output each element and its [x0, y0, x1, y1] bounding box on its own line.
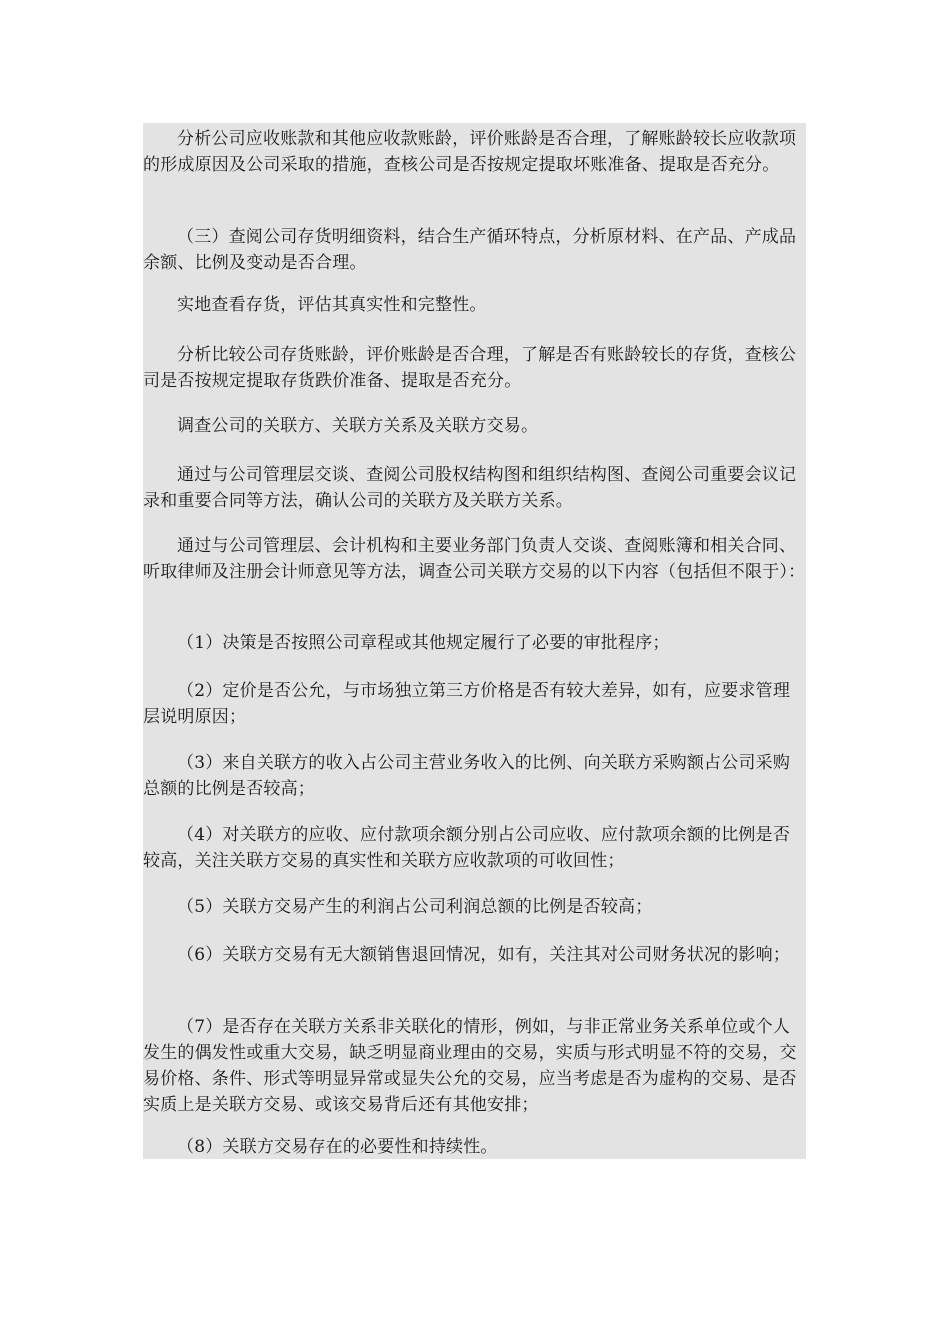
paragraph-2: （三）查阅公司存货明细资料，结合生产循环特点，分析原材料、在产品、产成品余额、比例及变动是否合理。 [143, 227, 797, 273]
paragraph-11: （4）对关联方的应收、应付款项余额分别占公司应收、应付款项余额的比例是否较高，关注关联方交易的真实性和关联方应收款项的可收回性； [143, 825, 791, 871]
paragraph-9: （2）定价是否公允，与市场独立第三方价格是否有较大差异，如有，应要求管理层说明原因； [143, 681, 791, 727]
paragraph-8: （1）决策是否按照公司章程或其他规定履行了必要的审批程序； [177, 633, 670, 653]
paragraph-7: 通过与公司管理层、会计机构和主要业务部门负责人交谈、查阅账簿和相关合同、听取律师及注册会计师意见等方法，调查公司关联方交易的以下内容（包括但不限于）： [143, 536, 806, 582]
paragraph-4: 分析比较公司存货账龄，评价账龄是否合理，了解是否有账龄较长的存货，查核公司是否按规定提取存货跌价准备、提取是否充分。 [143, 345, 797, 391]
document-text-block [143, 123, 806, 1159]
paragraph-10: （3）来自关联方的收入占公司主营业务收入的比例、向关联方采购额占公司采购总额的比例是否较高； [143, 753, 791, 799]
paragraph-1: 分析公司应收账款和其他应收款账龄，评价账龄是否合理，了解账龄较长应收款项的形成原因及公司采取的措施，查核公司是否按规定提取坏账准备、提取是否充分。 [143, 129, 797, 175]
paragraph-5: 调查公司的关联方、关联方关系及关联方交易。 [177, 416, 539, 436]
paragraph-6: 通过与公司管理层交谈、查阅公司股权结构图和组织结构图、查阅公司重要会议记录和重要合同等方法，确认公司的关联方及关联方关系。 [143, 465, 797, 511]
paragraph-12: （5）关联方交易产生的利润占公司利润总额的比例是否较高； [177, 897, 653, 917]
paragraph-3: 实地查看存货，评估其真实性和完整性。 [177, 295, 487, 315]
paragraph-13: （6）关联方交易有无大额销售退回情况，如有，关注其对公司财务状况的影响； [177, 945, 791, 965]
paragraph-15: （8）关联方交易存在的必要性和持续性。 [177, 1137, 498, 1157]
paragraph-14: （7）是否存在关联方关系非关联化的情形，例如，与非正常业务关系单位或个人发生的偶发性或重大交易，缺乏明显商业理由的交易，实质与形式明显不符的交易，交易价格、条件、形式等明显异常或显失公允的交易，应当考虑是否为虚构的交易、是否实质上是关联方交易、或该交易背后还有其他安排； [143, 1017, 797, 1115]
